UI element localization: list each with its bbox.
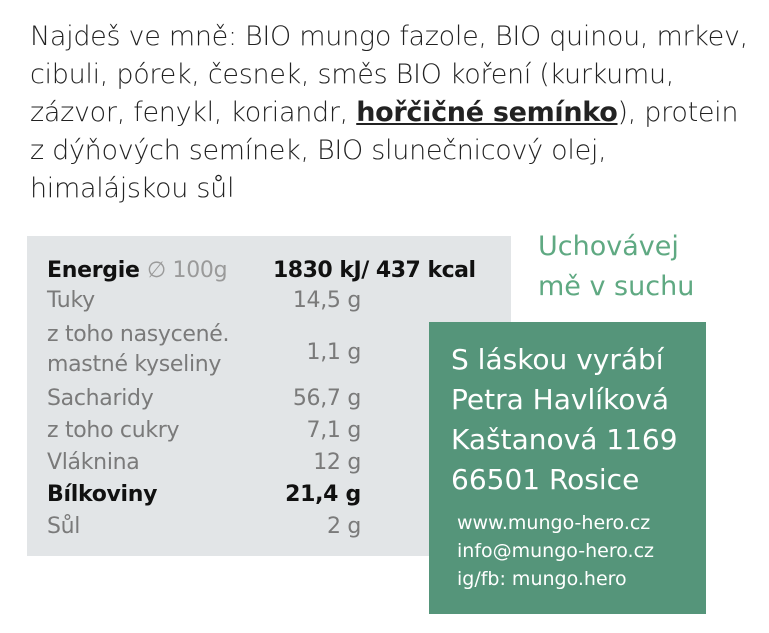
fat-label: Tuky bbox=[47, 288, 95, 313]
carbs-value: 56,7 g bbox=[292, 386, 361, 411]
ingredients-part-1: Najdeš ve mně: BIO mungo fazole, BIO quinou, mrkev, cibuli, pórek, česnek, směs BIO koření (kurkumu, zázvor, fenykl, koriandr, bbox=[30, 21, 748, 128]
per-100g-label: ∅ 100g bbox=[146, 258, 228, 283]
sugars-label: z toho cukry bbox=[47, 418, 180, 443]
saturated-label-2: mastné kyseliny bbox=[47, 352, 222, 377]
maker-city: 66501 Rosice bbox=[451, 463, 640, 496]
saturated-value: 1,1 g bbox=[306, 340, 361, 365]
energy-label-row bbox=[47, 258, 227, 284]
social-handle[interactable]: ig/fb: mungo.hero bbox=[457, 568, 627, 590]
protein-value: 21,4 g bbox=[285, 482, 361, 507]
allergen-highlight: hořčičné semínko bbox=[356, 97, 618, 128]
saturated-label-1: z toho nasycené. bbox=[47, 322, 230, 347]
protein-label: Bílkoviny bbox=[47, 482, 158, 507]
energy-label: Energie bbox=[47, 258, 140, 283]
fiber-value: 12 g bbox=[313, 450, 361, 475]
website-link[interactable]: www.mungo-hero.cz bbox=[457, 512, 651, 534]
carbs-label: Sacharidy bbox=[47, 386, 154, 411]
storage-note bbox=[538, 227, 694, 307]
salt-value: 2 g bbox=[326, 514, 361, 539]
storage-line-1: Uchovávej bbox=[538, 231, 679, 262]
fiber-label: Vláknina bbox=[47, 450, 140, 475]
salt-label: Sůl bbox=[47, 514, 81, 539]
maker-street: Kaštanová 1169 bbox=[451, 423, 678, 456]
sugars-value: 7,1 g bbox=[306, 418, 361, 443]
email-link[interactable]: info@mungo-hero.cz bbox=[457, 540, 654, 562]
energy-value: 1830 kJ/ 437 kcal bbox=[273, 258, 476, 283]
storage-line-2: mě v suchu bbox=[538, 271, 695, 302]
maker-name: Petra Havlíková bbox=[451, 383, 670, 416]
ingredients-text bbox=[30, 18, 760, 208]
fat-value: 14,5 g bbox=[292, 288, 361, 313]
maker-line-1: S láskou vyrábí bbox=[451, 343, 664, 376]
ingredients-part-2: ), protein z dýňových semínek, BIO slunečnicový olej, himalájskou sůl bbox=[30, 97, 739, 204]
maker-box bbox=[429, 322, 706, 614]
